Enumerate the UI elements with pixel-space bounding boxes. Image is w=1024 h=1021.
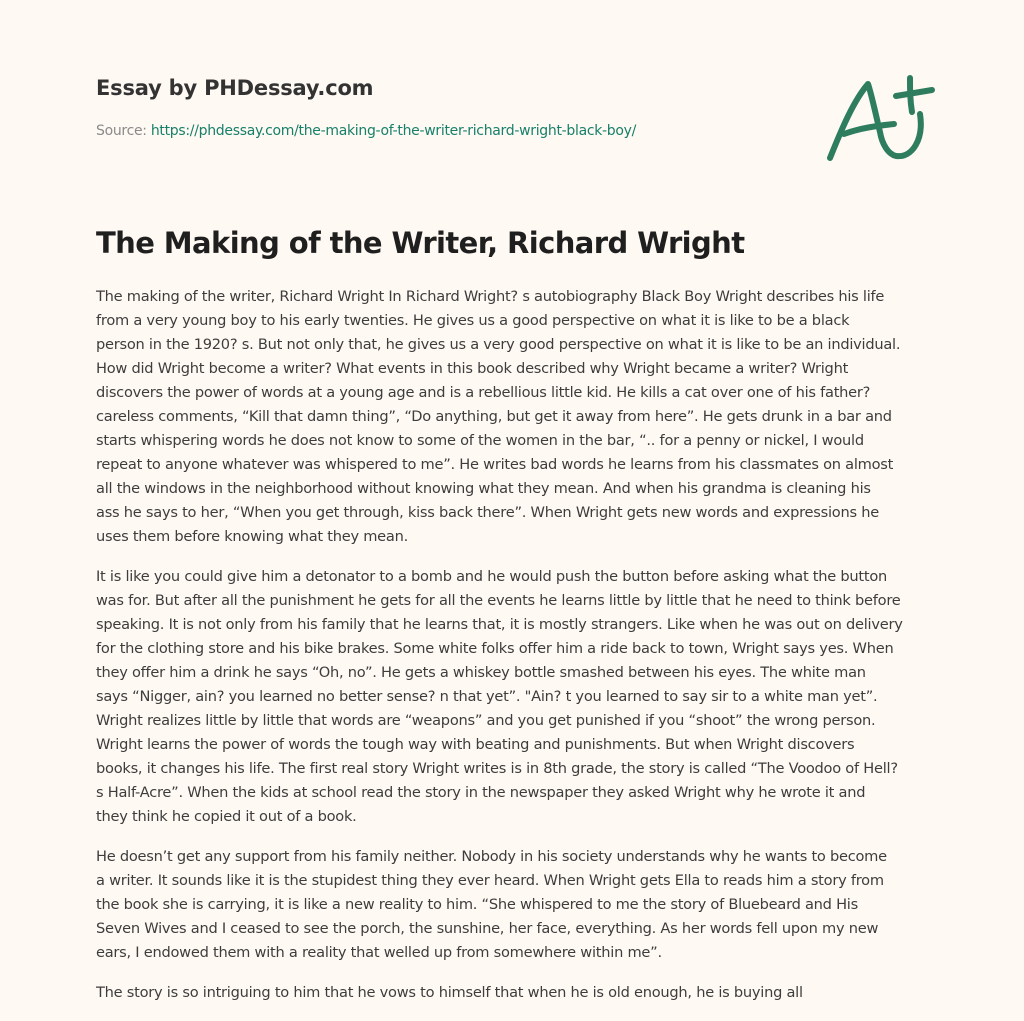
text-line: s Half-Acre”. When the kids at school read the story in the newspaper they asked Wright why he wrote it and	[96, 784, 866, 801]
text-line: ears, I endowed them with a reality that welled up from somewhere within me”.	[96, 944, 662, 961]
text-line: for the clothing store and his bike brakes. Some white folks offer him a ride back to town, Wright says yes. When	[96, 640, 894, 657]
site-title: Essay by PHDessay.com	[96, 76, 374, 100]
text-line: It is like you could give him a detonator to a bomb and he would push the button before asking what the button	[96, 568, 888, 585]
text-line: Seven Wives and I ceased to see the porch, the sunshine, her face, everything. As her words fell upon my new	[96, 920, 879, 937]
source-link[interactable]: https://phdessay.com/the-making-of-the-writer-richard-wright-black-boy/	[150, 123, 637, 139]
essay-body	[96, 285, 936, 1021]
text-line: says “Nigger, ain? you learned no better sense? n that yet”. "Ain? t you learned to say sir to a white man yet”.	[96, 688, 878, 705]
text-line: all the windows in the neighborhood without knowing what they mean. And when his grandma is cleaning his	[96, 480, 871, 497]
source-label: Source:	[96, 123, 147, 139]
text-line: He doesn’t get any support from his family neither. Nobody in his society understands why he wants to become	[96, 848, 887, 865]
text-line: discovers the power of words at a young age and is a rebellious little kid. He kills a cat over one of his father?	[96, 384, 871, 401]
text-line: The making of the writer, Richard Wright In Richard Wright? s autobiography Black Boy Wright describes his life	[96, 288, 885, 305]
text-line: from a very young boy to his early twenties. He gives us a good perspective on what it is like to be a black	[96, 312, 850, 329]
paragraph-4	[96, 981, 936, 1005]
text-line: careless comments, “Kill that damn thing”, “Do anything, but get it away from here”. He gets drunk in a bar and	[96, 408, 892, 425]
text-line: Wright learns the power of words the tough way with beating and punishments. But when Wright discovers	[96, 736, 855, 753]
source-line	[96, 123, 636, 139]
text-line: ass he says to her, “When you get through, kiss back there”. When Wright gets new words and expressions he	[96, 504, 879, 521]
paragraph-1	[96, 285, 936, 549]
text-line: they offer him a drink he says “Oh, no”. He gets a whiskey bottle smashed between his eyes. The white man	[96, 664, 866, 681]
paragraph-2	[96, 565, 936, 829]
text-line: repeat to anyone whatever was whispered to me”. He writes bad words he learns from his classmates on almost	[96, 456, 894, 473]
text-line: Wright realizes little by little that words are “weapons” and you get punished if you “shoot” the wrong person.	[96, 712, 876, 729]
essay-title: The Making of the Writer, Richard Wright	[96, 226, 745, 260]
paragraph-3	[96, 845, 936, 965]
text-line: uses them before knowing what they mean.	[96, 528, 408, 545]
text-line: The story is so intriguing to him that he vows to himself that when he is old enough, he is buying all	[96, 984, 803, 1001]
text-line: How did Wright become a writer? What events in this book described why Wright became a writer? Wright	[96, 360, 849, 377]
text-line: was for. But after all the punishment he gets for all the events he learns little by little that he need to think before	[96, 592, 901, 609]
text-line: person in the 1920? s. But not only that, he gives us a very good perspective on what it is like to be an individual.	[96, 336, 901, 353]
text-line: a writer. It sounds like it is the stupidest thing they ever heard. When Wright gets Ella to reads him a story from	[96, 872, 884, 889]
text-line: books, it changes his life. The first real story Wright writes is in 8th grade, the story is called “The Voodoo of Hell?	[96, 760, 898, 777]
text-line: the book she is carrying, it is like a new reality to him. “She whispered to me the story of Bluebeard and His	[96, 896, 858, 913]
text-line: speaking. It is not only from his family that he learns that, it is mostly strangers. Like when he was out on delivery	[96, 616, 903, 633]
text-line: they think he copied it out of a book.	[96, 808, 357, 825]
text-line: starts whispering words he does not know to some of the women in the bar, “.. for a penny or nickel, I would	[96, 432, 864, 449]
a-plus-grade-icon	[820, 66, 940, 176]
